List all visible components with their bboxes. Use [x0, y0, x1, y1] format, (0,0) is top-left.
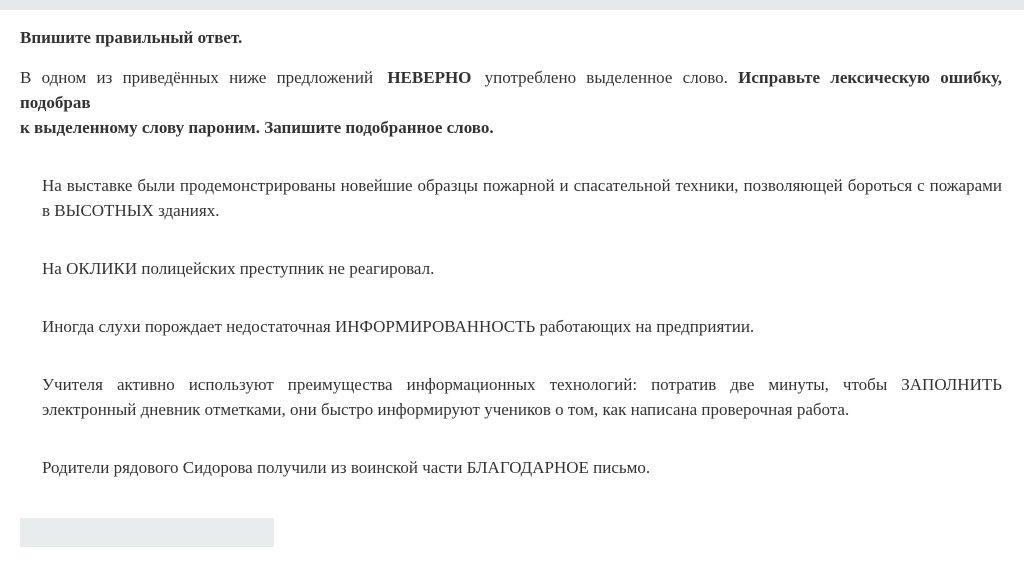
top-strip	[0, 0, 1024, 10]
instructions-part2: употреблено выделенное слово.	[484, 68, 728, 87]
sentence-2: На ОКЛИКИ полицейских преступник не реагировал.	[42, 259, 435, 278]
answer-input[interactable]	[20, 518, 274, 547]
sentence-4: Учителя активно используют преимущества информационных технологий: потратив две минуты, чтобы ЗАПОЛНИТЬ электронный дневник отметками, они быстро информируют учеников о том, как написана проверочная работа.	[42, 375, 1002, 419]
task-instructions	[20, 65, 1002, 140]
instructions-bold-line2: к выделенному слову пароним. Запишите подобранное слово.	[20, 118, 494, 137]
task-prompt: Впишите правильный ответ.	[20, 28, 243, 47]
task-container	[20, 26, 1002, 513]
sentence-1: На выставке были продемонстрированы новейшие образцы пожарной и спасательной техники, позволяющей бороться с пожарами в ВЫСОТНЫХ зданиях.	[42, 176, 1002, 220]
sentence-3: Иногда слухи порождает недостаточная ИНФОРМИРОВАННОСТЬ работающих на предприятии.	[42, 317, 755, 336]
instructions-highlight: НЕВЕРНО	[387, 68, 472, 87]
instructions-bold-line1: Исправьте лексическую ошибку, подобрав	[20, 68, 1003, 112]
sentence-list	[20, 173, 1002, 480]
sentence-5: Родители рядового Сидорова получили из воинской части БЛАГОДАРНОЕ письмо.	[42, 458, 651, 477]
instructions-part1: В одном из приведённых ниже предложений	[20, 68, 374, 87]
